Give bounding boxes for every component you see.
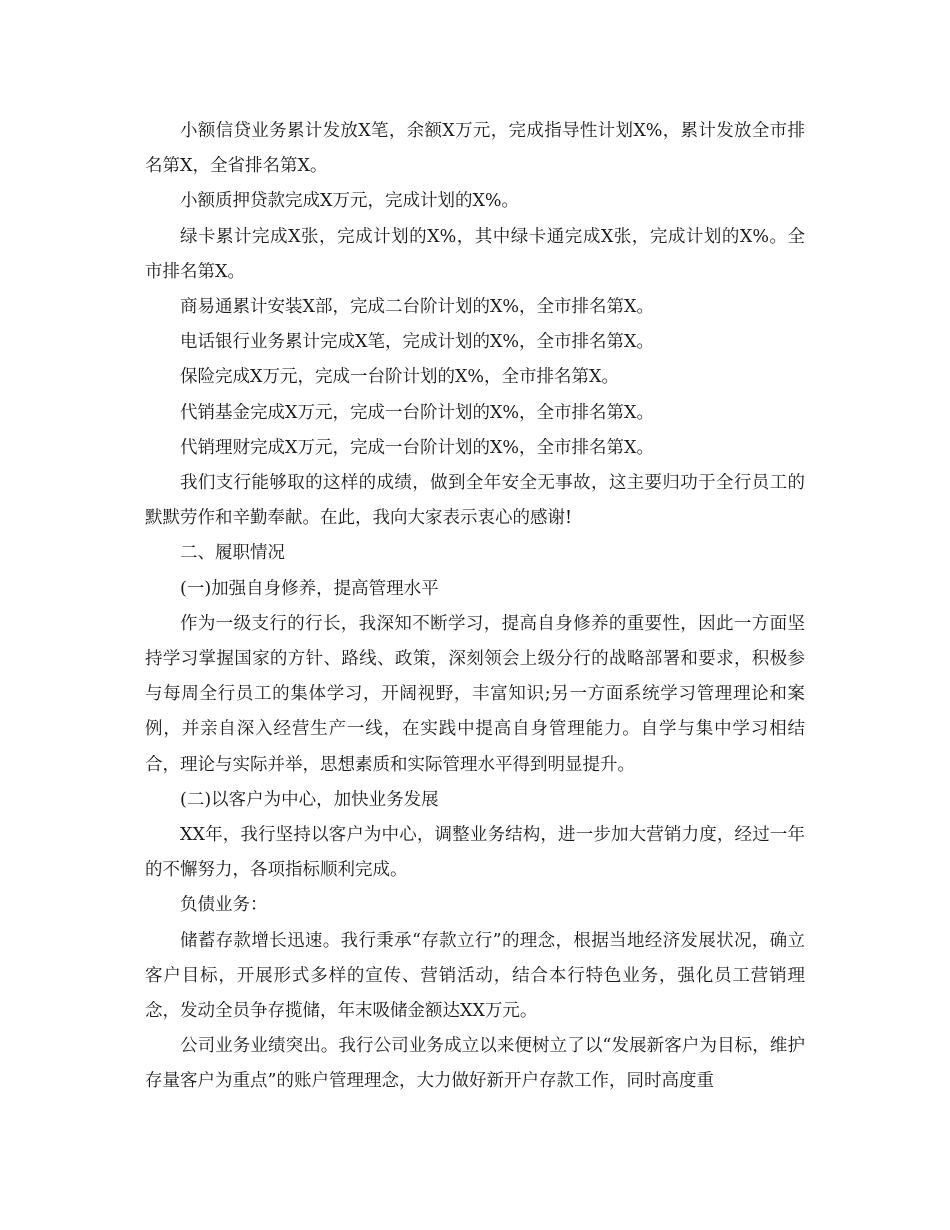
paragraph: 公司业务业绩突出。我行公司业务成立以来便树立了以“发展新客户为目标，维护存量客户为重点”的账户管理理念，大力做好新开户存款工作，同时高度重 <box>145 1036 805 1092</box>
subsection-heading: (一)加强自身修养，提高管理水平 <box>180 578 439 599</box>
paragraph: 小额质押贷款完成X万元，完成计划的X%。 <box>180 191 520 212</box>
paragraph: 储蓄存款增长迅速。我行秉承“存款立行”的理念，根据当地经济发展状况，确立客户目标，开展形式多样的宣传、营销活动，结合本行特色业务，强化员工营销理念，发动全员争存揽储，年末吸储金额达XX万元。 <box>145 930 805 1022</box>
document-body <box>145 114 805 1100</box>
paragraph: 小额信贷业务累计发放X笔，余额X万元，完成指导性计划X%，累计发放全市排名第X，全省排名第X。 <box>145 121 805 177</box>
paragraph: 代销基金完成X万元，完成一台阶计划的X%，全市排名第X。 <box>180 402 655 423</box>
paragraph: 代销理财完成X万元，完成一台阶计划的X%，全市排名第X。 <box>180 437 655 458</box>
paragraph: XX年，我行坚持以客户为中心，调整业务结构，进一步加大营销力度，经过一年的不懈努力，各项指标顺利完成。 <box>145 825 805 881</box>
paragraph: 电话银行业务累计完成X笔，完成计划的X%，全市排名第X。 <box>180 332 655 353</box>
paragraph: 作为一级支行的行长，我深知不断学习，提高自身修养的重要性，因此一方面坚持学习掌握国家的方针、路线、政策，深刻领会上级分行的战略部署和要求，积极参与每周全行员工的集体学习，开阔视野，丰富知识;另一方面系统学习管理理论和案例，并亲自深入经营生产一线，在实践中提高自身管理能力。自学与集中学习相结合，理论与实际并举，思想素质和实际管理水平得到明显提升。 <box>145 613 805 775</box>
paragraph: 我们支行能够取的这样的成绩，做到全年安全无事故，这主要归功于全行员工的默默劳作和辛勤奉献。在此，我向大家表示衷心的感谢! <box>145 473 805 529</box>
subsection-heading: (二)以客户为中心，加快业务发展 <box>180 789 439 810</box>
section-heading: 二、履职情况 <box>180 543 285 564</box>
paragraph: 保险完成X万元，完成一台阶计划的X%，全市排名第X。 <box>180 367 620 388</box>
paragraph: 商易通累计安装X部，完成二台阶计划的X%，全市排名第X。 <box>180 297 655 318</box>
paragraph: 绿卡累计完成X张，完成计划的X%，其中绿卡通完成X张，完成计划的X%。全市排名第X。 <box>145 226 805 282</box>
paragraph-label: 负债业务： <box>180 895 268 916</box>
